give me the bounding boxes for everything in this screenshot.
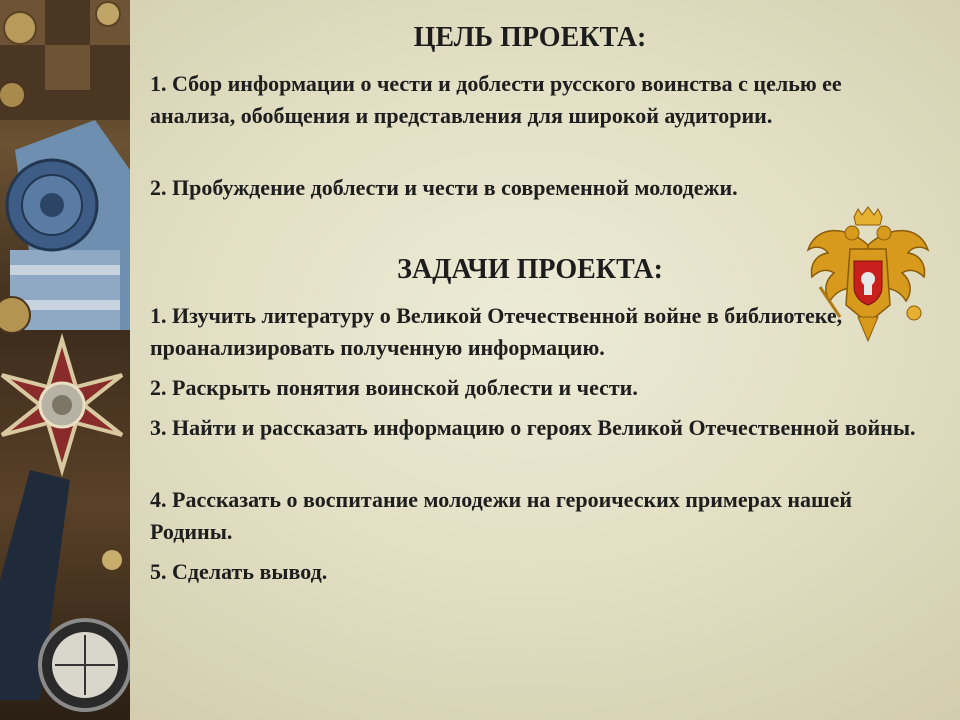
coat-of-arms-icon	[806, 205, 930, 343]
task-item-4: 4. Рассказать о воспитание молодежи на героических примерах нашей Родины.	[150, 487, 853, 544]
task-item-1: 1. Изучить литературу о Великой Отечественной войне в библиотеке, проанализировать полученную информацию.	[150, 303, 843, 360]
goal-heading: ЦЕЛЬ ПРОЕКТА:	[413, 22, 647, 53]
task-item-2: 2. Раскрыть понятия воинской доблести и чести.	[150, 375, 638, 400]
goal-item-2: 2. Пробуждение доблести и чести в современной молодежи.	[150, 175, 738, 200]
medals-illustration	[0, 0, 130, 720]
task-item-5: 5. Сделать вывод.	[150, 559, 328, 584]
task-item-3: 3. Найти и рассказать информацию о героях Великой Отечественной войны.	[150, 415, 916, 440]
medals-decorative-panel	[0, 0, 130, 720]
tasks-heading: ЗАДАЧИ ПРОЕКТА:	[397, 254, 663, 285]
goal-item-1: 1. Сбор информации о чести и доблести русского воинства с целью ее анализа, обобщения и представления для широкой аудитории.	[150, 71, 842, 128]
